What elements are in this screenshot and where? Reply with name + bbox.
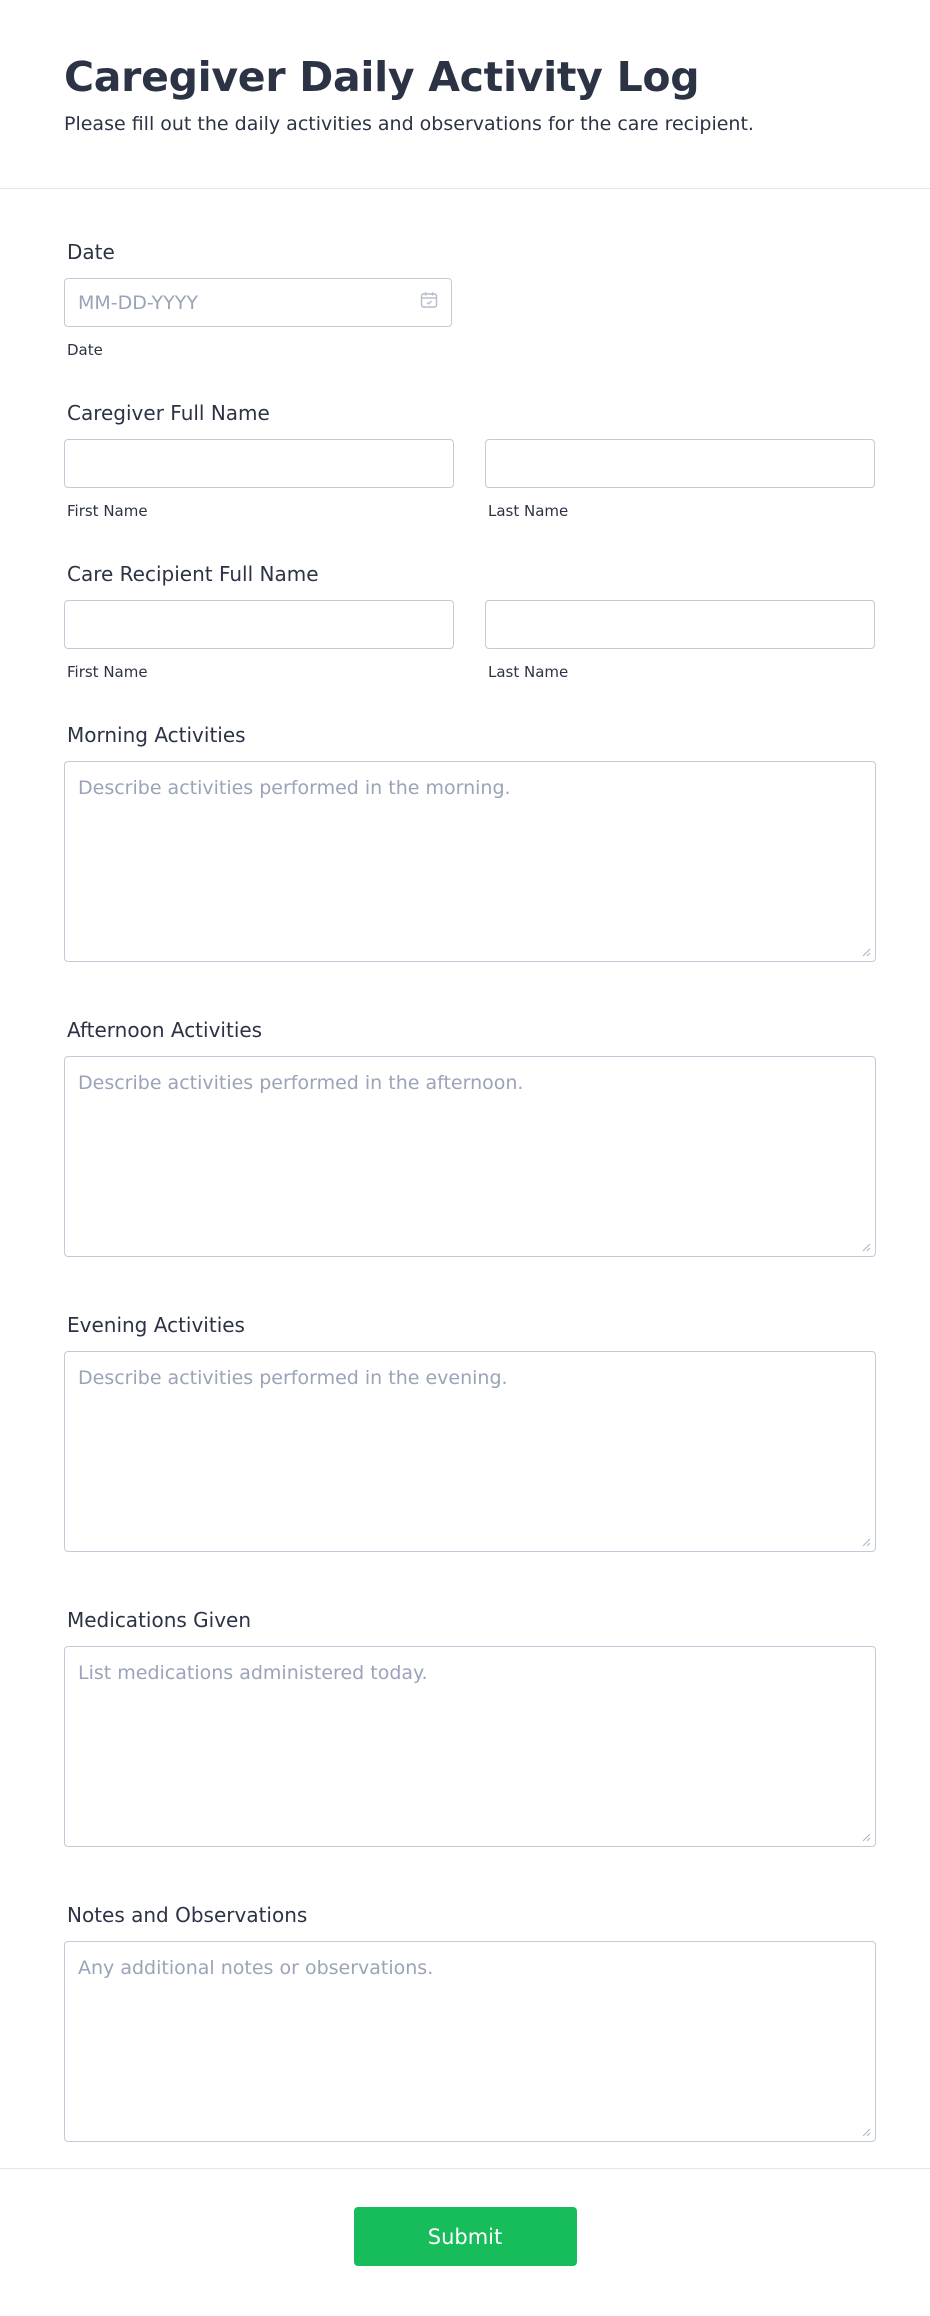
medications-given-field <box>64 1607 866 1847</box>
afternoon-activities-placeholder: Describe activities performed in the afternoon. <box>78 1072 524 1094</box>
notes-observations-textarea[interactable] <box>64 1941 876 2142</box>
page-subtitle: Please fill out the daily activities and observations for the care recipient. <box>64 113 754 135</box>
recipient-first-name-sublabel: First Name <box>67 663 148 681</box>
resize-handle-icon[interactable] <box>861 947 871 957</box>
date-placeholder: MM-DD-YYYY <box>78 291 198 314</box>
morning-activities-textarea[interactable] <box>64 761 876 962</box>
caregiver-name-field <box>64 400 866 521</box>
date-label: Date <box>67 240 115 264</box>
notes-observations-field <box>64 1902 866 2142</box>
medications-given-placeholder: List medications administered today. <box>78 1662 428 1684</box>
caregiver-first-name-input[interactable] <box>64 439 454 488</box>
afternoon-activities-textarea[interactable] <box>64 1056 876 1257</box>
recipient-first-name-input[interactable] <box>64 600 454 649</box>
evening-activities-textarea[interactable] <box>64 1351 876 1552</box>
submit-button[interactable]: Submit <box>354 2207 577 2266</box>
evening-activities-label: Evening Activities <box>67 1313 245 1337</box>
evening-activities-placeholder: Describe activities performed in the evening. <box>78 1367 508 1389</box>
form-header <box>0 0 930 189</box>
recipient-name-label: Care Recipient Full Name <box>67 562 319 586</box>
caregiver-last-name-sublabel: Last Name <box>488 502 569 520</box>
resize-handle-icon[interactable] <box>861 1832 871 1842</box>
recipient-name-field <box>64 561 866 682</box>
recipient-last-name-sublabel: Last Name <box>488 663 569 681</box>
caregiver-first-name-sublabel: First Name <box>67 502 148 520</box>
caregiver-last-name-input[interactable] <box>485 439 875 488</box>
morning-activities-placeholder: Describe activities performed in the morning. <box>78 777 511 799</box>
medications-given-label: Medications Given <box>67 1608 252 1632</box>
medications-given-textarea[interactable] <box>64 1646 876 1847</box>
notes-observations-placeholder: Any additional notes or observations. <box>78 1957 434 1979</box>
page-title: Caregiver Daily Activity Log <box>64 53 700 101</box>
recipient-last-name-input[interactable] <box>485 600 875 649</box>
date-input[interactable] <box>64 278 452 327</box>
notes-observations-label: Notes and Observations <box>67 1903 308 1927</box>
date-sublabel: Date <box>67 341 103 359</box>
resize-handle-icon[interactable] <box>861 1242 871 1252</box>
afternoon-activities-label: Afternoon Activities <box>67 1018 263 1042</box>
calendar-icon[interactable] <box>420 291 438 314</box>
form-footer <box>0 2168 930 2316</box>
resize-handle-icon[interactable] <box>861 1537 871 1547</box>
caregiver-name-label: Caregiver Full Name <box>67 401 270 425</box>
afternoon-activities-field <box>64 1017 866 1257</box>
date-field <box>64 239 866 360</box>
morning-activities-field <box>64 722 866 962</box>
form-body <box>0 239 930 2142</box>
morning-activities-label: Morning Activities <box>67 723 246 747</box>
resize-handle-icon[interactable] <box>861 2127 871 2137</box>
evening-activities-field <box>64 1312 866 1552</box>
